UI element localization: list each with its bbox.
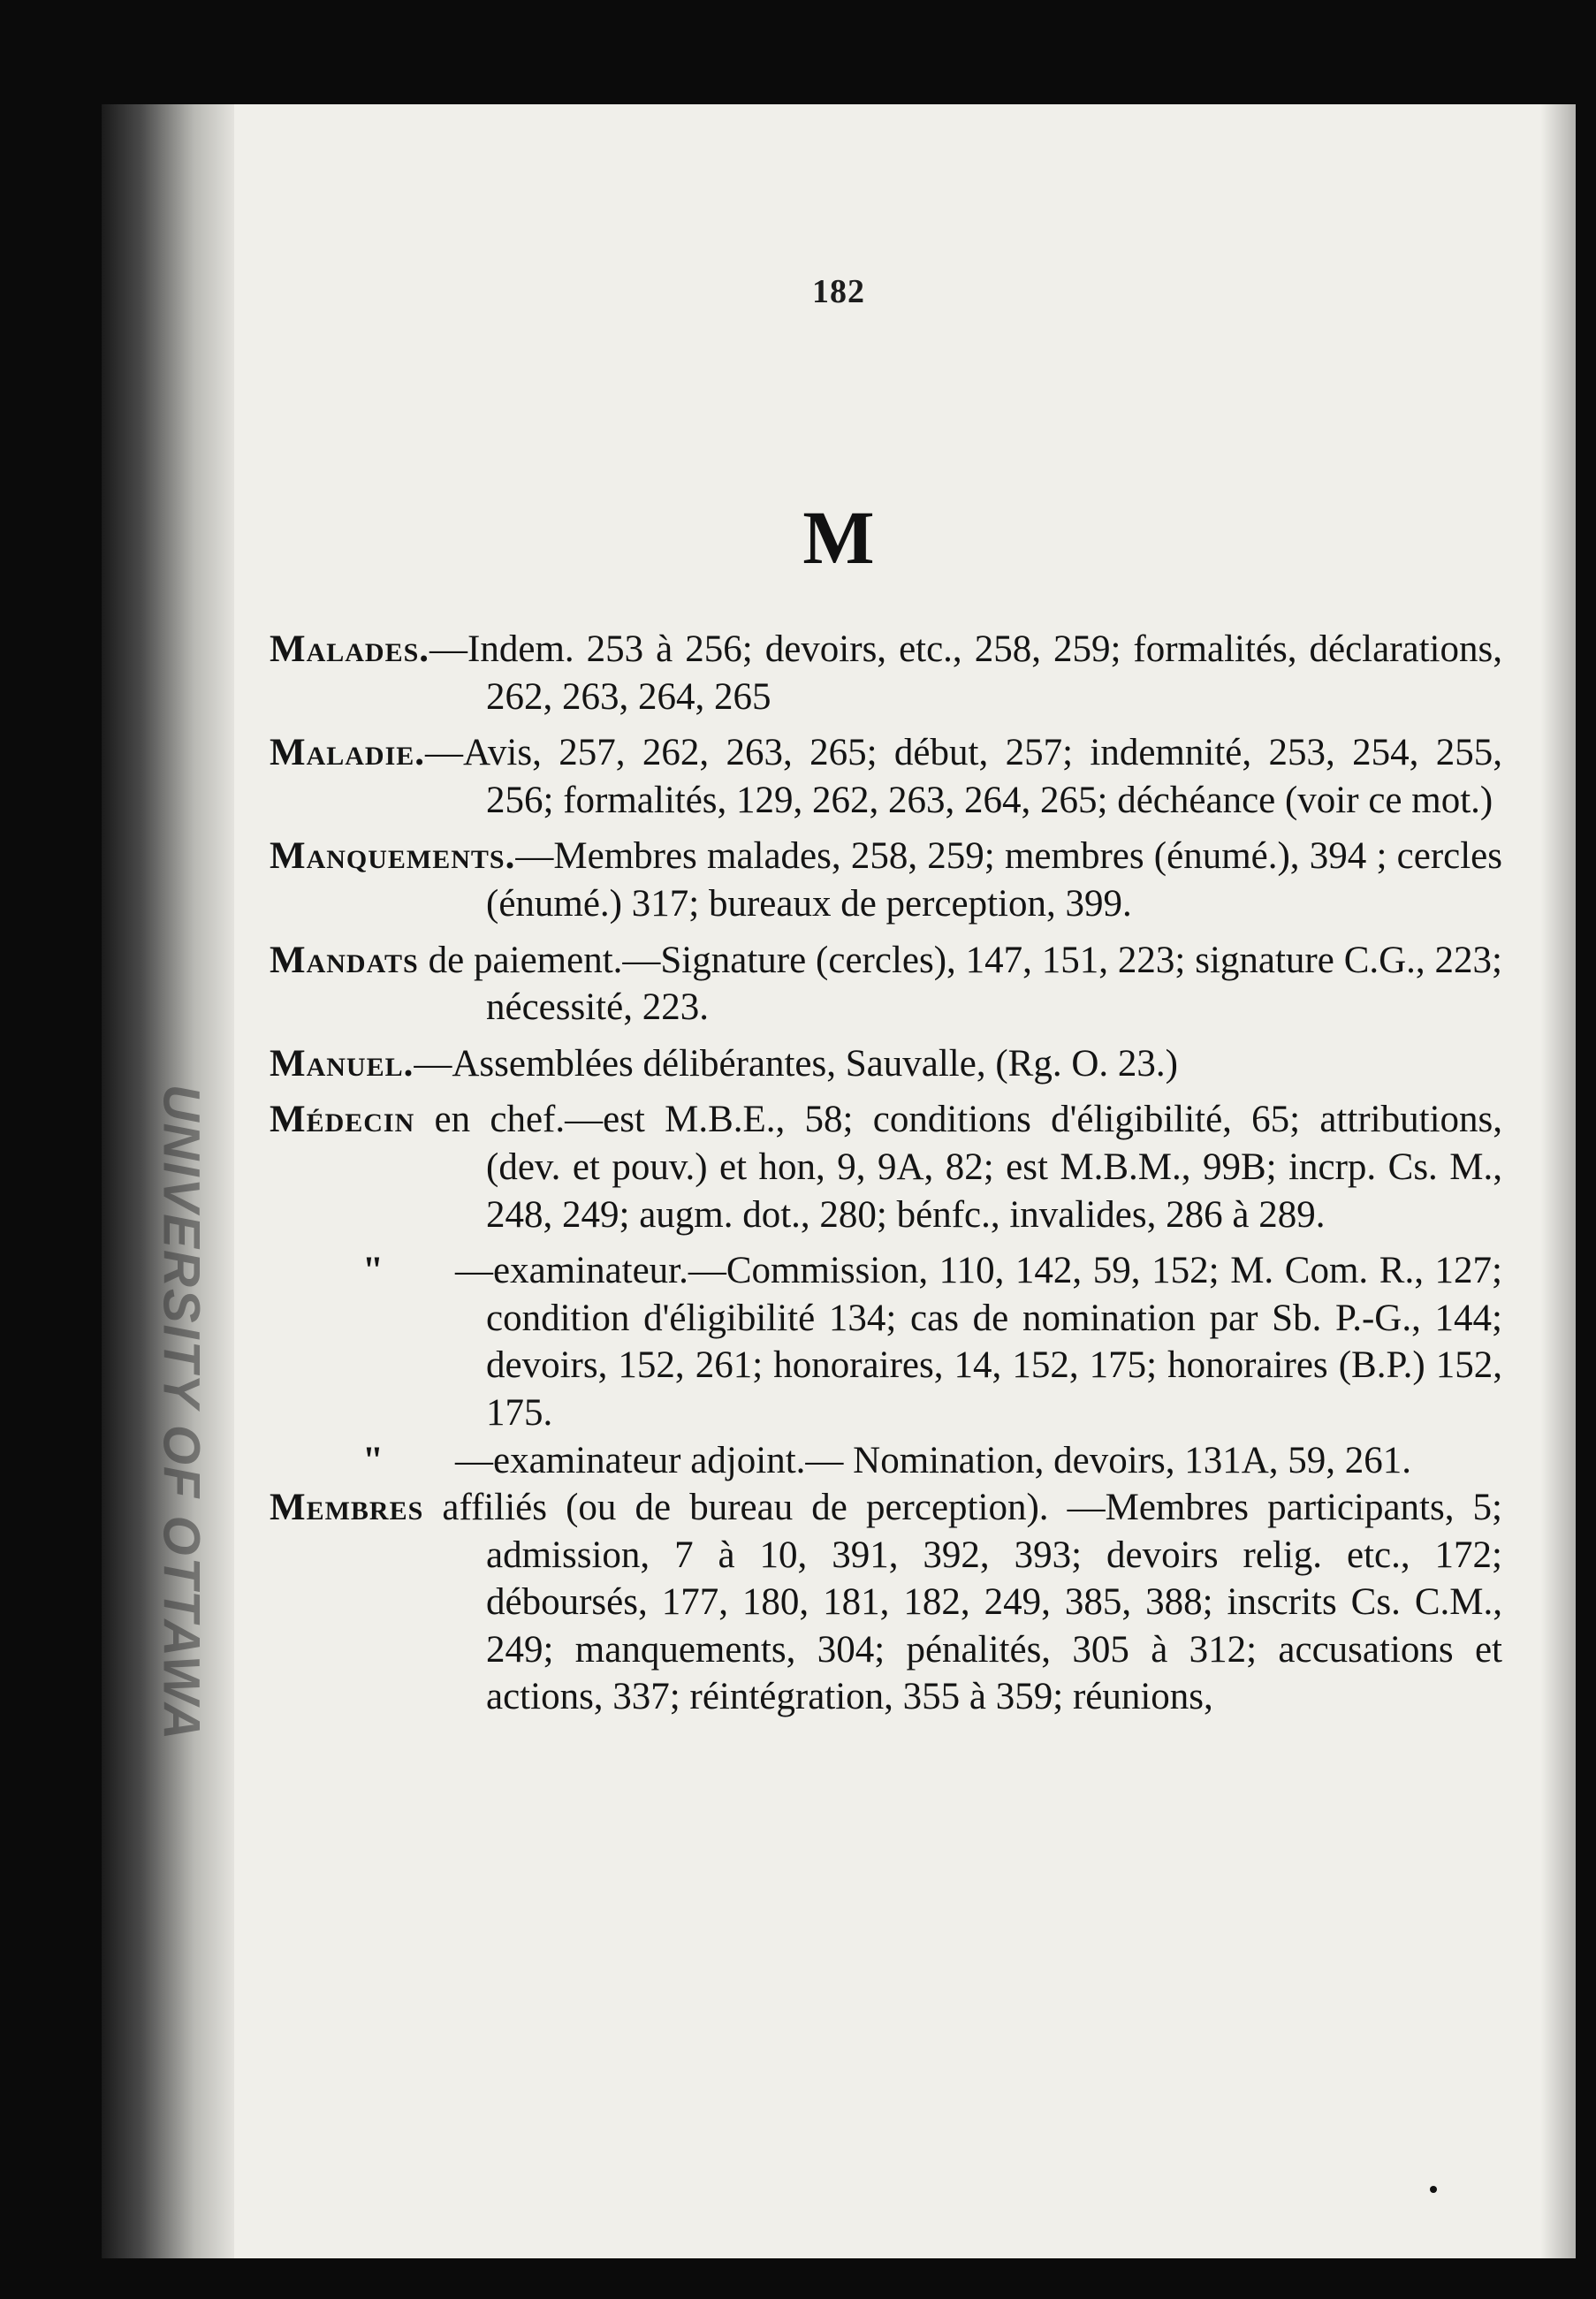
index-entry: [270, 626, 1502, 720]
index-entry: [270, 729, 1502, 824]
entry-heading: Mandats: [270, 939, 419, 981]
entry-text: —Avis, 257, 262, 263, 265; début, 257; indemnité, 253, 254, 255, 256; formalités, 129, 262, 263, 264, 265; déchéance (voir ce mot.): [425, 732, 1502, 821]
entry-text: de paiement.—Signature (cercles), 147, 151, 223; signature C.G., 223; nécessité, 223.: [428, 939, 1502, 1029]
entry-text: affiliés (ou de bureau de perception). —Membres participants, 5; admission, 7 à 10, 391, 392, 393; devoirs relig. etc., 172; déboursés, 177, 180, 181, 182, 249, 385, 388; inscrits Cs. C.M., 249; manquements, 304; pénalités, 305 à 312; accusations et actions, 337; réintégration, 355 à 359; réunions,: [442, 1487, 1503, 1718]
entry-text: —examinateur adjoint.— Nomination, devoirs, 131A, 59, 261.: [455, 1439, 1411, 1481]
entry-heading: Manquements.: [270, 835, 516, 878]
index-entry: [270, 1096, 1502, 1238]
ditto-mark: ": [362, 1439, 384, 1481]
library-stamp-text: UNIVERSITY OF OTTAWA: [152, 1084, 210, 1741]
index-entry: [270, 1040, 1502, 1088]
dust-speck: [1430, 2186, 1437, 2193]
entry-heading: Manuel.: [270, 1042, 414, 1085]
index-entries: [270, 626, 1502, 1730]
entry-text: —Assemblées délibérantes, Sauvalle, (Rg. O. 23.): [414, 1042, 1178, 1085]
index-entry: [270, 1484, 1502, 1721]
index-subentry: [270, 1437, 1502, 1485]
entry-text: en chef.—est M.B.E., 58; conditions d'éligibilité, 65; attributions, (dev. et pouv.) et hon, 9, 9A, 82; est M.B.M., 99B; incrp. Cs. M., 248, 249; augm. dot., 280; bénfc., invalides, 286 à 289.: [434, 1099, 1502, 1236]
index-subentry: [270, 1247, 1502, 1436]
entry-heading: Maladie.: [270, 732, 426, 774]
library-stamp: [128, 971, 234, 1854]
index-entry: [270, 937, 1502, 1032]
ditto-mark: ": [362, 1250, 384, 1292]
entry-heading: Membres: [270, 1487, 424, 1529]
section-letter: M: [802, 495, 875, 580]
entry-text: —examinateur.—Commission, 110, 142, 59, 152; M. Com. R., 127; condition d'éligibilité 134; cas de nomination par Sb. P.-G., 144; devoirs, 152, 261; honoraires, 14, 152, 175; honoraires (B.P.) 152, 175.: [455, 1250, 1502, 1434]
entry-text: —Indem. 253 à 256; devoirs, etc., 258, 259; formalités, déclarations, 262, 263, 264, 265: [429, 628, 1502, 718]
page-edge-shadow: [1540, 104, 1576, 2258]
entry-heading: Médecin: [270, 1099, 415, 1141]
page-number: 182: [812, 273, 865, 310]
book-page: [102, 104, 1576, 2258]
entry-heading: Malades.: [270, 628, 430, 670]
index-entry: [270, 833, 1502, 927]
entry-text: —Membres malades, 258, 259; membres (énumé.), 394 ; cercles (énumé.) 317; bureaux de perception, 399.: [486, 835, 1502, 925]
